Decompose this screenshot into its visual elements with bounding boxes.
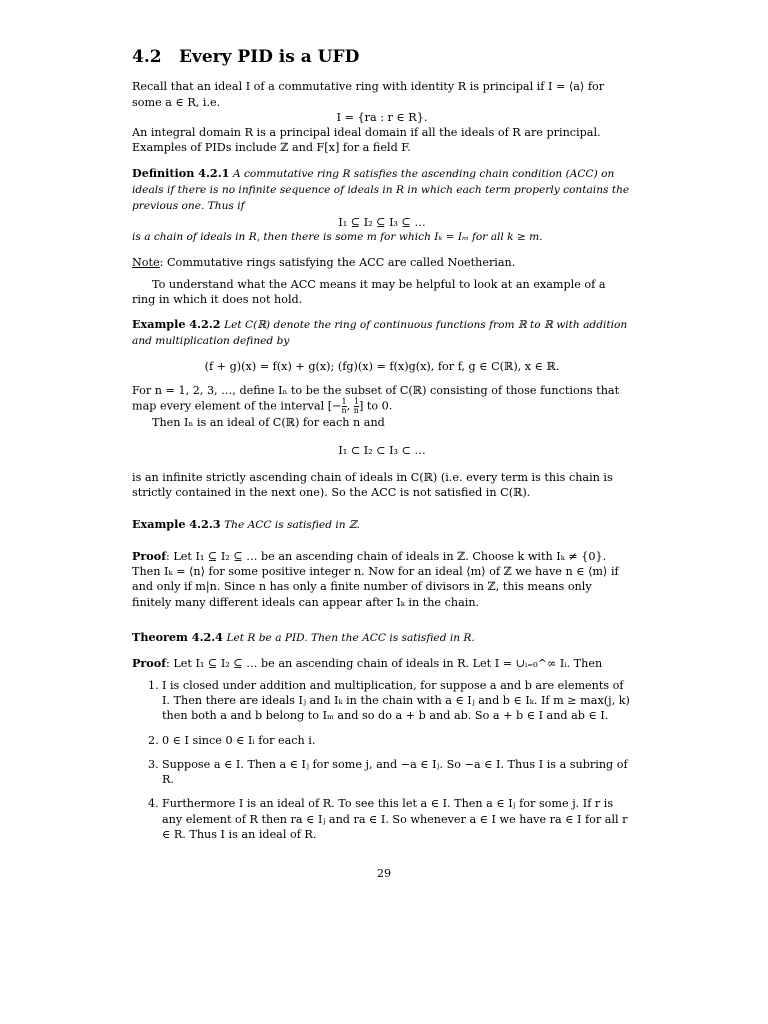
theorem-block (132, 630, 632, 646)
list-item-text: Suppose a ∈ I. Then a ∈ Iⱼ for some j, and −a ∈ Iⱼ. So −a ∈ I. Thus I is a subring of R. (162, 757, 628, 787)
interval-text-b: , (346, 399, 354, 413)
list-item-number: 1. (148, 678, 159, 692)
ideal-equation: I = {ra : r ∈ R}. (336, 110, 428, 124)
note-text: : Commutative rings satisfying the ACC are called Noetherian. (159, 256, 516, 270)
list-item-number: 2. (148, 733, 159, 747)
proof-block (132, 549, 632, 610)
chain-equation: I₁ ⊆ I₂ ⊆ I₃ ⊆ … (338, 215, 426, 229)
proof-label: Proof (132, 656, 167, 671)
fraction-denominator: n (353, 406, 359, 416)
ideal-claim-paragraph: Then Iₙ is an ideal of C(ℝ) for each n and (152, 416, 385, 430)
example-text: The ACC is satisfied in ℤ. (224, 518, 361, 531)
list-item (132, 796, 632, 842)
list-item-number: 4. (148, 797, 159, 811)
page-number: 29 (376, 867, 392, 880)
list-item (132, 757, 632, 788)
pid-paragraph: An integral domain R is a principal ideal domain if all the ideals of R are principal. Examples of PIDs include ℤ and F[x] for a field F. (132, 126, 601, 155)
list-item (132, 678, 632, 724)
list-item-text: I is closed under addition and multiplication, for suppose a and b are elements of I. Then there are ideals Iⱼ and Iₖ in the chain with a ∈ Iⱼ and b ∈ Iₖ. If m ≥ max(j, k) then both a and b belong to Iₘ and so do a + b and ab. So a + b ∈ I and ab ∈ I. (162, 678, 630, 723)
fraction-numerator: 1 (341, 397, 347, 407)
list-item-text: 0 ∈ I since 0 ∈ Iᵢ for each i. (162, 733, 316, 747)
proof-steps-list (132, 678, 632, 843)
proof-label: Proof (132, 548, 167, 563)
proof-block (132, 656, 632, 671)
list-item-text: Furthermore I is an ideal of R. To see this let a ∈ I. Then a ∈ Iⱼ for some j. If r is any element of R then ra ∈ Iⱼ and ra ∈ I. So whenever a ∈ I we have ra ∈ I for all r ∈ R. Thus I is an ideal of R. (162, 797, 628, 841)
example-block (132, 317, 632, 350)
acc-paragraph: To understand what the ACC means it may be helpful to look at an example of a ring in which it does not hold. (132, 277, 606, 306)
interval-text-a: For n = 1, 2, 3, …, define Iₙ to be the subset of C(ℝ) consisting of those functions that map every element of the interval [− (132, 384, 620, 413)
fraction-denominator: n (341, 406, 347, 416)
section-title: Every PID is a UFD (179, 47, 360, 67)
document-page (132, 47, 632, 851)
example-label: Example 4.2.3 (132, 516, 221, 531)
example-text: Let C(ℝ) denote the ring of continuous functions from ℝ to ℝ with addition and multiplication defined by (132, 319, 628, 348)
operations-equation: (f + g)(x) = f(x) + g(x); (fg)(x) = f(x)g(x), for f, g ∈ C(ℝ), x ∈ ℝ. (204, 359, 560, 373)
proof-text: : Let I₁ ⊆ I₂ ⊆ … be an ascending chain of ideals in R. Let I = ∪ᵢ₌₀^∞ Iᵢ. Then (166, 657, 603, 671)
interval-text-c: ] to 0. (358, 399, 393, 413)
section-number: 4.2 (132, 47, 162, 67)
theorem-label: Theorem 4.2.4 (132, 630, 223, 645)
definition-conclusion: is a chain of ideals in R, then there is some m for which Iₖ = Iₘ for all k ≥ m. (132, 230, 543, 243)
definition-text: A commutative ring R satisfies the ascending chain condition (ACC) on ideals if there is no infinite sequence of ideals in R in which each term properly contains the previous one. Thus if (132, 167, 630, 213)
proof-text: : Let I₁ ⊆ I₂ ⊆ … be an ascending chain of ideals in ℤ. Choose k with Iₖ ≠ {0}. Then Iₖ = ⟨n⟩ for some positive integer n. Now for an ideal ⟨m⟩ of ℤ we have n ∈ ⟨m⟩ if and only if m|n. Since n has only a finite number of divisors in ℤ, this means only finitely many different ideals can appear after Iₖ in the chain. (132, 549, 619, 609)
theorem-text: Let R be a PID. Then the ACC is satisfied in R. (226, 632, 475, 645)
note-paragraph (132, 255, 632, 270)
strict-chain-equation: I₁ ⊂ I₂ ⊂ I₃ ⊂ … (338, 443, 426, 457)
section-heading (132, 47, 632, 67)
fraction-numerator: 1 (353, 397, 359, 407)
example-block (132, 517, 632, 533)
strict-chain-paragraph: is an infinite strictly ascending chain of ideals in C(ℝ) (i.e. every term is this chain is strictly contained in the next one). So the ACC is not satisfied in C(ℝ). (132, 470, 613, 500)
list-item-number: 3. (148, 757, 159, 771)
list-item (132, 733, 632, 748)
interval-paragraph (132, 383, 632, 415)
note-label: Note (132, 256, 160, 270)
intro-paragraph: Recall that an ideal I of a commutative ring with identity R is principal if I = ⟨a⟩ for some a ∈ R, i.e. (132, 80, 605, 109)
example-label: Example 4.2.2 (132, 317, 221, 332)
definition-label: Definition 4.2.1 (132, 165, 230, 180)
definition-block (132, 166, 632, 215)
